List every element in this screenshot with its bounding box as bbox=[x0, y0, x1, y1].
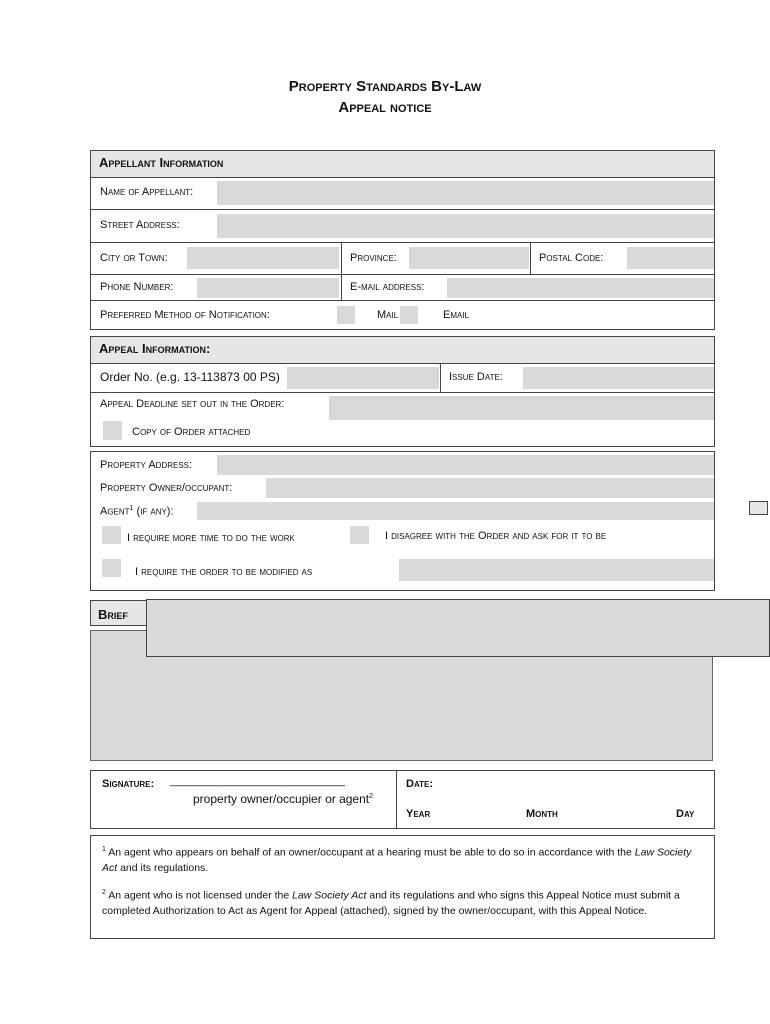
form-subtitle: Appeal notice bbox=[338, 99, 432, 116]
disagree-label: I disagree with the Order and ask for it to be bbox=[385, 530, 607, 542]
postal-field[interactable] bbox=[627, 247, 714, 269]
province-field[interactable] bbox=[409, 247, 529, 269]
phone-row bbox=[91, 274, 714, 300]
province-label: Province: bbox=[350, 252, 397, 264]
footnote-2-text-end: and its regulations and who signs this Appeal Notice must submit a completed Authorization to Act as Agent for Appeal (attached), signed by the owner/occupant, with this Appeal Notice. bbox=[102, 889, 680, 917]
modified-checkbox[interactable] bbox=[102, 559, 121, 577]
more-time-checkbox[interactable] bbox=[102, 526, 121, 544]
phone-field[interactable] bbox=[197, 278, 339, 298]
city-row bbox=[91, 242, 714, 274]
footnote-2-text: An agent who is not licensed under the bbox=[105, 889, 293, 902]
preferred-label: Preferred Method of Notification: bbox=[100, 309, 270, 321]
footnote-1-mark: 1 bbox=[102, 846, 106, 853]
property-owner-label: Property Owner/occupant: bbox=[100, 482, 233, 494]
day-label: Day bbox=[676, 808, 695, 820]
postal-label: Postal Code: bbox=[539, 252, 604, 264]
property-address-field[interactable] bbox=[217, 455, 714, 475]
phone-label: Phone Number: bbox=[100, 281, 174, 293]
signature-caption-text: property owner/occupier or agent bbox=[193, 792, 370, 806]
property-section bbox=[90, 451, 715, 591]
modified-field[interactable] bbox=[399, 559, 714, 581]
deadline-label: Appeal Deadline set out in the Order: bbox=[100, 398, 285, 410]
property-address-label: Property Address: bbox=[100, 459, 193, 471]
modified-label: I require the order to be modified as bbox=[135, 566, 313, 578]
city-label: City or Town: bbox=[100, 252, 168, 264]
brief-heading: Brief bbox=[98, 607, 128, 622]
appellant-heading: Appellant Information bbox=[91, 151, 714, 177]
email-checkbox[interactable] bbox=[400, 306, 418, 324]
issue-date-field[interactable] bbox=[523, 367, 714, 389]
month-label: Month bbox=[526, 808, 558, 820]
order-number-field[interactable] bbox=[287, 367, 439, 389]
footnotes-section bbox=[90, 835, 715, 939]
footnote-1-text-end: and its regulations. bbox=[117, 861, 209, 874]
street-label: Street Address: bbox=[100, 219, 180, 231]
email-option-label: Email bbox=[443, 309, 470, 321]
footnote-2 bbox=[102, 885, 706, 919]
footnote-2-mark: 2 bbox=[102, 889, 106, 896]
signature-section bbox=[90, 770, 715, 829]
name-field[interactable] bbox=[217, 181, 714, 205]
agent-footnote-mark: 1 bbox=[129, 505, 134, 512]
appeal-heading: Appeal Information: bbox=[91, 337, 714, 363]
preferred-row bbox=[91, 300, 714, 330]
footnote-1 bbox=[102, 842, 706, 876]
agent-field[interactable] bbox=[197, 502, 714, 520]
copy-attached-label: Copy of Order attached bbox=[132, 426, 251, 438]
signature-footnote-mark: 2 bbox=[369, 793, 374, 800]
deadline-field[interactable] bbox=[329, 396, 714, 420]
brief-heading-tab bbox=[90, 600, 148, 626]
agent-label-text: Agent bbox=[100, 505, 130, 518]
footnote-2-italic: Law Society Act bbox=[292, 889, 367, 902]
footnote-1-italic: Law Society Act bbox=[102, 846, 692, 874]
agent-label bbox=[100, 505, 174, 518]
email-label: E-mail address: bbox=[350, 281, 425, 293]
city-field[interactable] bbox=[187, 247, 339, 269]
more-time-label: I require more time to do the work bbox=[127, 532, 295, 544]
brief-overlay-field[interactable] bbox=[146, 599, 770, 657]
appellant-section bbox=[90, 150, 715, 330]
year-label: Year bbox=[406, 808, 431, 820]
name-label: Name of Appellant: bbox=[100, 186, 194, 198]
street-field[interactable] bbox=[217, 214, 714, 238]
agent-label-suffix: (if any): bbox=[133, 505, 174, 518]
mail-checkbox[interactable] bbox=[337, 306, 355, 324]
disagree-checkbox[interactable] bbox=[350, 526, 369, 544]
side-checkbox[interactable] bbox=[749, 501, 768, 515]
property-owner-field[interactable] bbox=[266, 478, 714, 498]
signature-caption bbox=[193, 792, 373, 806]
order-label: Order No. (e.g. 13-113873 00 PS) bbox=[100, 370, 280, 384]
appeal-section bbox=[90, 336, 715, 447]
mail-label: Mail bbox=[377, 309, 399, 321]
street-row bbox=[91, 209, 714, 242]
signature-label: Signature: bbox=[102, 778, 155, 790]
name-row bbox=[91, 177, 714, 209]
copy-attached-checkbox[interactable] bbox=[103, 421, 122, 440]
issue-date-label: Issue Date: bbox=[449, 371, 503, 383]
footnote-1-text: An agent who appears on behalf of an owner/occupant at a hearing must be able to do so in accordance with the bbox=[105, 846, 635, 859]
signature-line[interactable]: ______________________________ bbox=[170, 775, 345, 787]
form-title: Property Standards By-Law bbox=[288, 78, 482, 95]
deadline-row bbox=[91, 392, 714, 447]
date-label: Date: bbox=[406, 778, 434, 790]
order-row bbox=[91, 363, 714, 392]
email-field[interactable] bbox=[447, 278, 714, 298]
